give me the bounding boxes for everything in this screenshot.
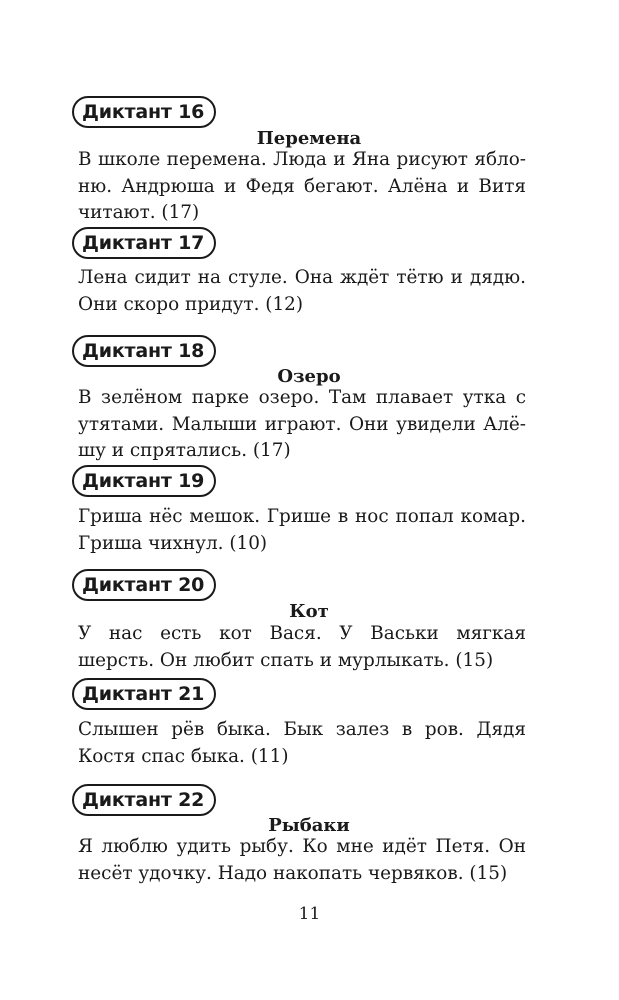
text-line: Гриша чихнул. (10) (78, 532, 268, 554)
text-line: Гриша нёс мешок. Грише в нос попал комар. (78, 506, 526, 527)
dictation-badge: Диктант 19 (72, 465, 216, 497)
text-line: Лена сидит на стуле. Она ждёт тётю и дядю. (78, 267, 526, 288)
text-line: Костя спас быка. (11) (78, 745, 289, 767)
dictation-badge: Диктант 22 (72, 784, 216, 816)
text-line: Они скоро придут. (12) (78, 293, 304, 315)
dictation-badge: Диктант 16 (72, 96, 216, 128)
text-line: ню. Андрюша и Федя бегают. Алёна и Витя (78, 175, 526, 197)
text-line: шерсть. Он любит спать и мурлыкать. (15) (78, 649, 494, 671)
text-line: утятами. Малыши играют. Они увидели Алё- (78, 413, 526, 435)
text-line: В школе перемена. Люда и Яна рисуют ябло- (78, 149, 526, 170)
text-line: У нас есть кот Вася. У Васьки мягкая (78, 623, 526, 644)
text-line: несёт удочку. Надо накопать червяков. (15) (78, 862, 508, 884)
dictation-badge: Диктант 20 (72, 569, 216, 601)
dictation-text (78, 504, 526, 557)
dictation-text (78, 717, 526, 770)
text-line: Слышен рёв быка. Бык залез в ров. Дядя (78, 719, 526, 740)
dictation-badge: Диктант 18 (72, 335, 216, 367)
text-line: В зелёном парке озеро. Там плавает утка с (78, 387, 526, 408)
text-line: шу и спрятались. (17) (78, 440, 291, 461)
dictation-badge: Диктант 17 (72, 227, 216, 259)
dictation-title: Озеро (277, 366, 341, 387)
dictation-text (78, 147, 526, 227)
dictation-title: Рыбаки (268, 815, 350, 836)
dictation-text (78, 385, 526, 465)
text-line: читают. (17) (78, 202, 200, 223)
dictation-title: Перемена (256, 128, 362, 149)
dictation-title: Кот (289, 601, 329, 622)
dictation-text (78, 834, 526, 887)
dictation-text (78, 621, 526, 674)
page-number: 11 (298, 904, 321, 924)
dictation-badge: Диктант 21 (72, 678, 216, 710)
dictation-text (78, 265, 526, 318)
text-line: Я люблю удить рыбу. Ко мне идёт Петя. Он (78, 836, 526, 857)
